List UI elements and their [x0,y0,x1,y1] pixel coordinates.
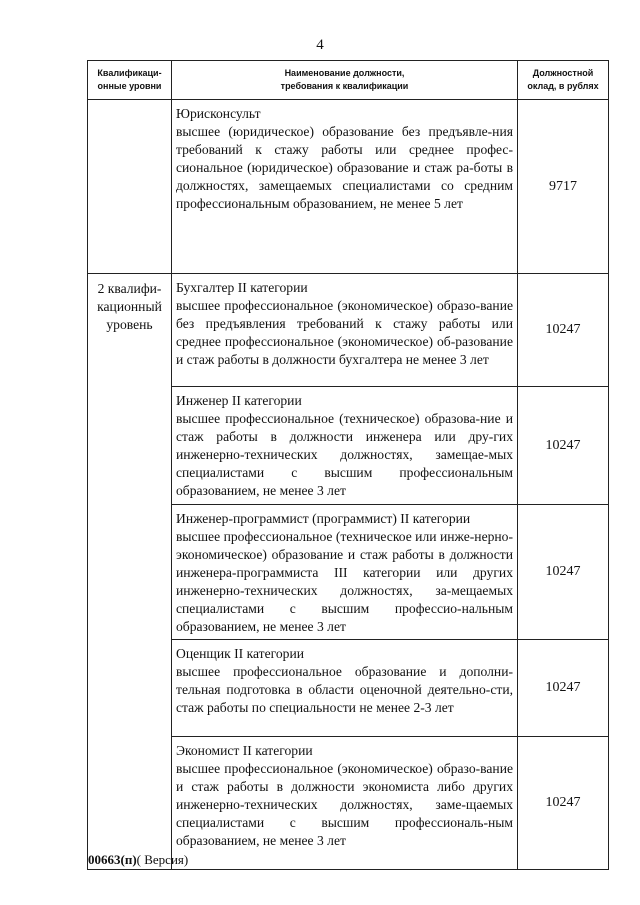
qualification-table [87,60,609,870]
salary-cell: 10247 [518,737,609,870]
table-header-row [88,61,609,100]
level-cell [88,274,172,870]
position-requirements: высшее профессиональное (техническое) образова-ние и стаж работы в должности инженера или дру-гих инженерно-технических должностях, замещае-мых специалистами с высшим профессиональным образованием, не менее 3 лет [176,411,513,498]
position-requirements: высшее профессиональное (экономическое) образо-вание и стаж работы в должности экономиста либо других инженерно-технических должностях, заме-щаемых специалистами с высшим профессиональ-ным образованием, не менее 3 лет [176,761,513,848]
position-title: Оценщик II категории [176,646,305,661]
header-col1-text: Квалификаци- онные уровни [97,68,162,91]
position-cell [172,737,518,870]
position-title: Инженер II категории [176,393,302,408]
position-cell [172,505,518,640]
position-title: Бухгалтер II категории [176,280,308,295]
position-cell [172,274,518,387]
salary-cell: 10247 [518,640,609,737]
position-cell [172,100,518,274]
qualification-level-label: 2 квалифи- кационный уровень [97,281,162,332]
position-requirements: высшее профессиональное образование и дополни-тельная подготовка в области оценочной деятельно-сти, стаж работы по специальности не менее 2-3 лет [176,664,513,715]
level-cell-empty [88,100,172,274]
position-title: Экономист II категории [176,743,313,758]
position-title: Инженер-программист (программист) II категории [176,511,471,526]
header-qualification-levels [88,61,172,100]
salary-cell: 10247 [518,274,609,387]
position-title: Юрисконсульт [176,106,261,121]
document-version: ( Версия) [136,852,189,867]
position-requirements: высшее (юридическое) образование без предъявле-ния требований к стажу работы или среднее профес-сиональное (юридическое) образование и стаж ра-боты в должностях, замещаемых специалистами со средним профессиональным образованием, не менее 5 лет [176,124,513,211]
position-cell [172,387,518,505]
header-col2-text: Наименование должности, требования к квалификации [280,68,409,91]
salary-cell: 10247 [518,505,609,640]
position-requirements: высшее профессиональное (экономическое) образо-вание без предъявления требований к стажу работы или среднее профессиональное (экономическое) об-разование и стаж работы в должности бухгалтера не менее 3 лет [176,298,513,367]
document-footer [88,852,188,868]
header-salary [518,61,609,100]
header-position-name [172,61,518,100]
document-code: 00663(п) [88,852,137,867]
table-row [88,100,609,274]
header-col3-text: Должностной оклад, в рублях [527,68,599,91]
table-row [88,274,609,387]
salary-cell: 9717 [518,100,609,274]
page-number: 4 [316,37,324,53]
position-requirements: высшее профессиональное (техническое или инже-нерно-экономическое) образование и стаж работы в должности инженера-программиста III категории или других инженерно-технических должностях, за-мещаемых специалистами с высшим профессио-нальным образованием, не менее 3 лет [176,529,513,634]
salary-cell: 10247 [518,387,609,505]
position-cell [172,640,518,737]
